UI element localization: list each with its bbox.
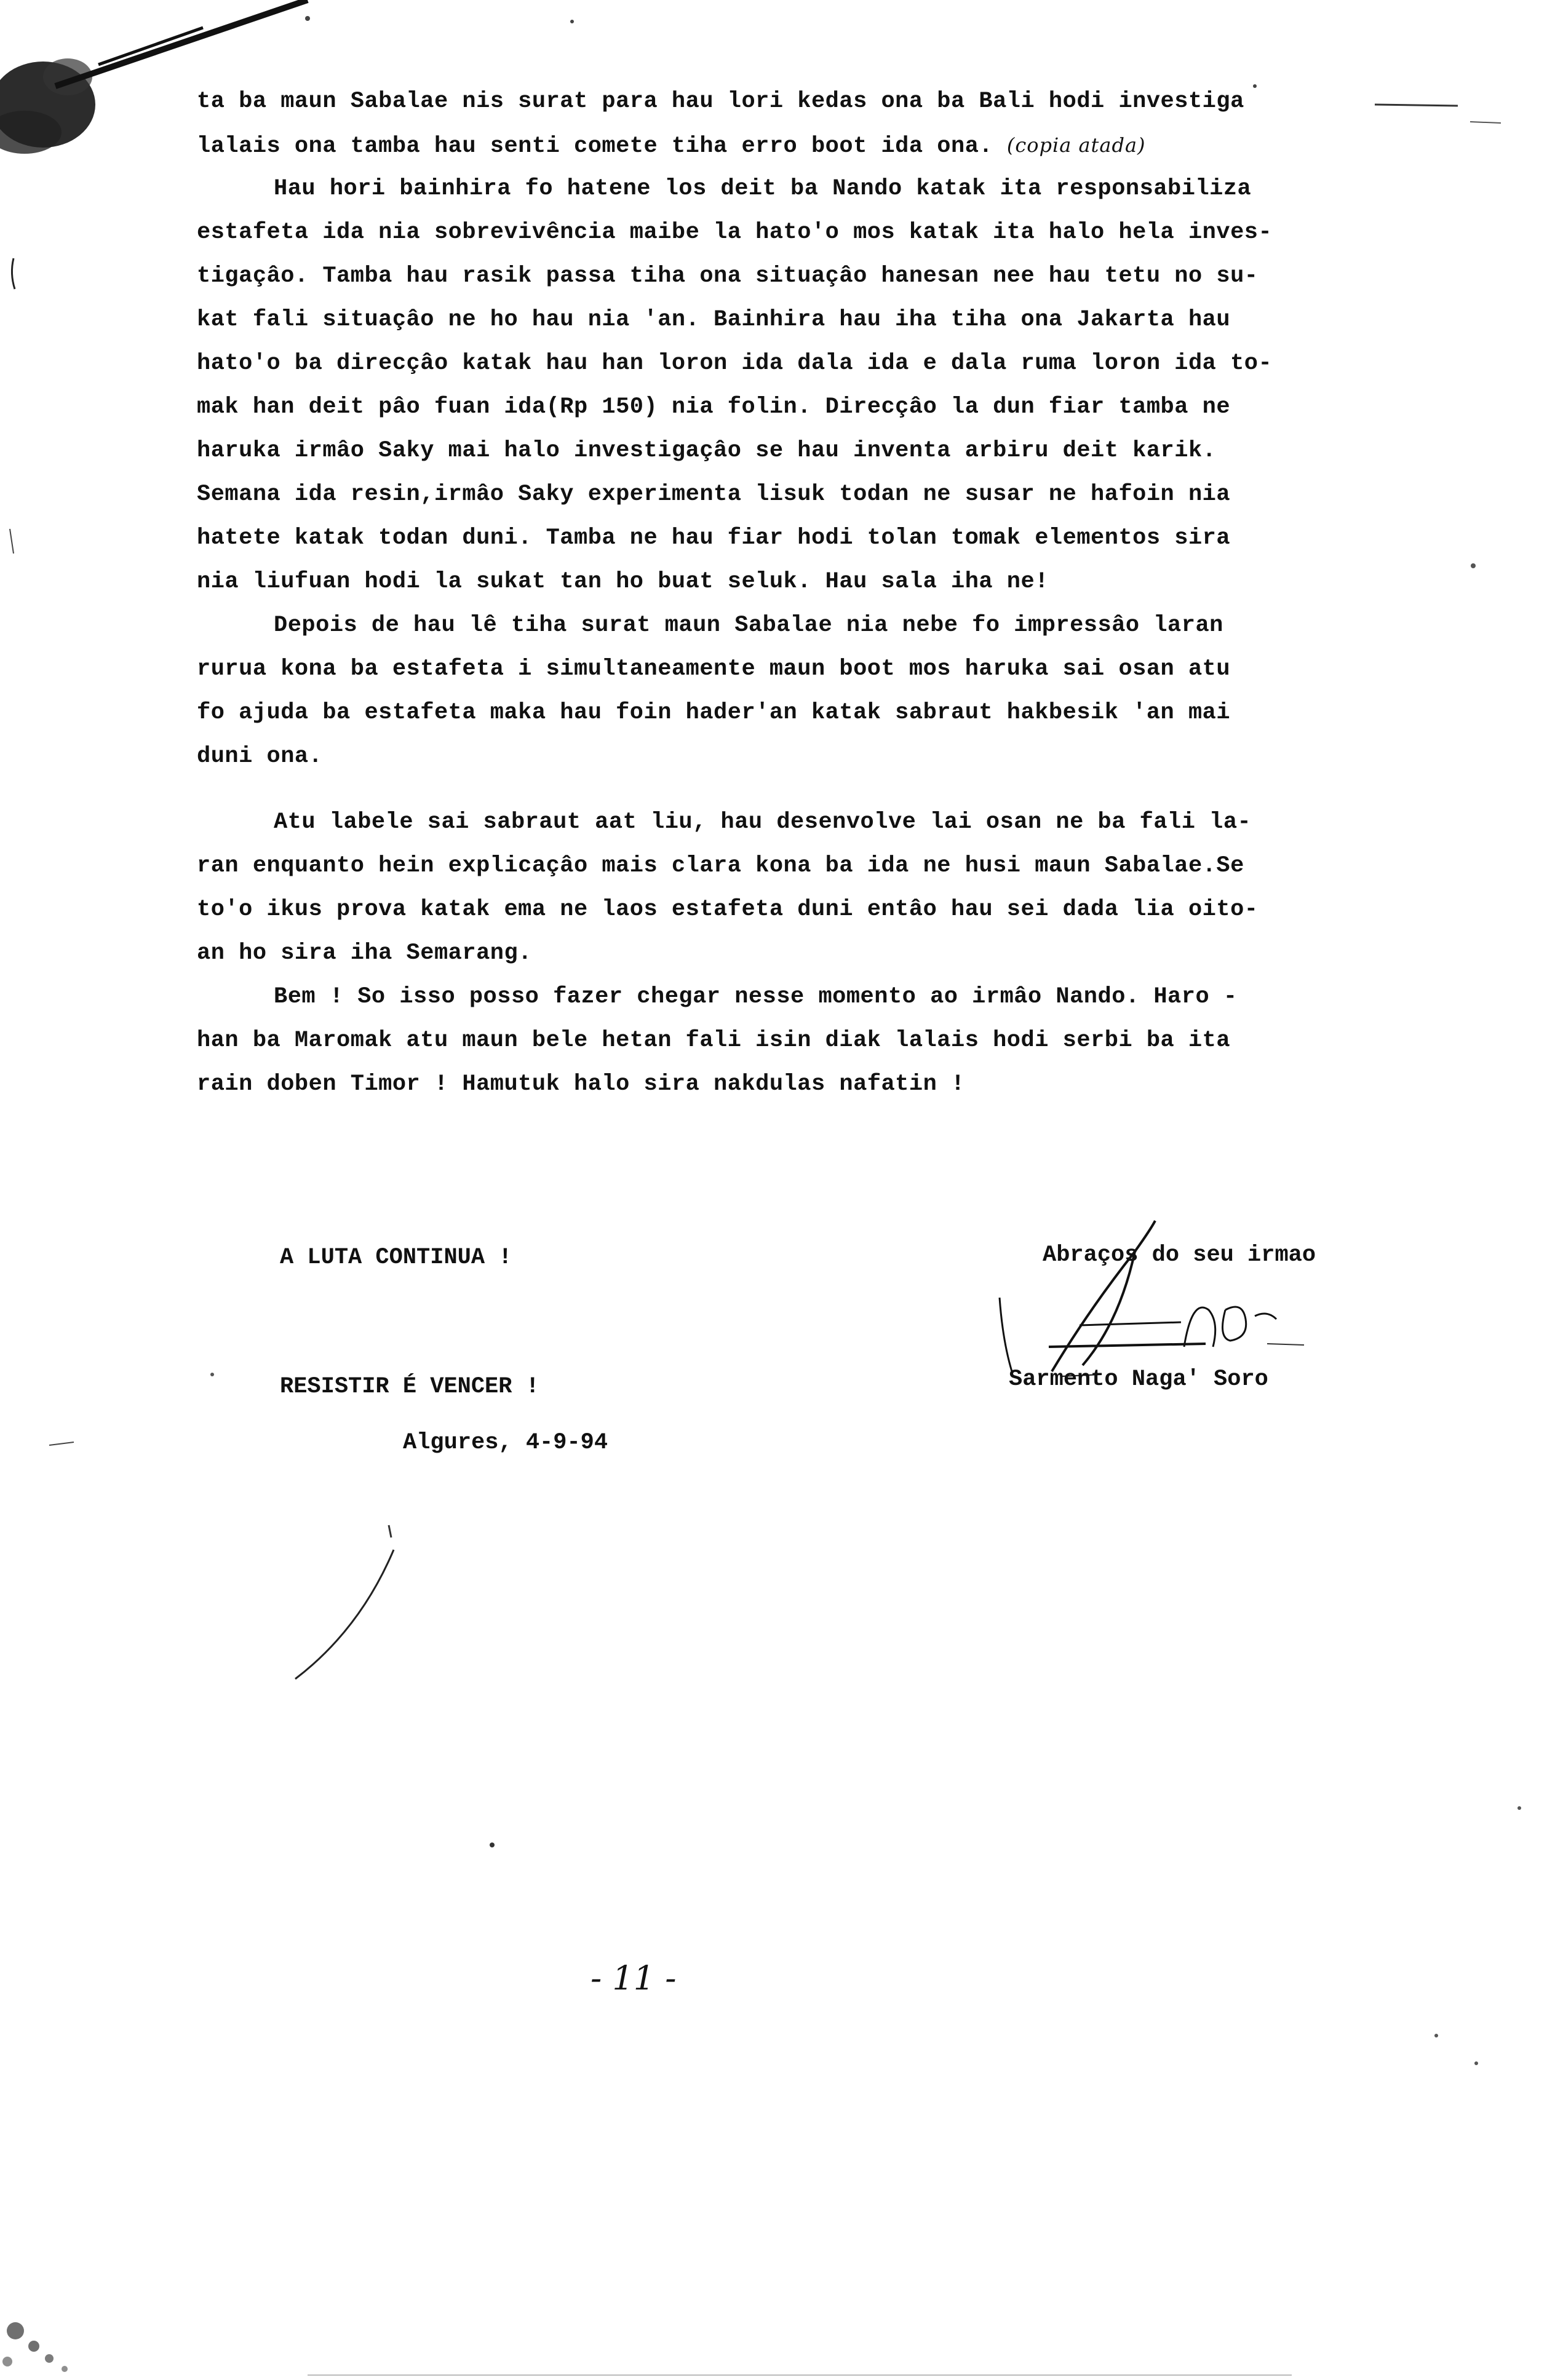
body-line: Hau hori bainhira fo hatene los deit ba Nando katak ita responsabiliza xyxy=(274,176,1252,202)
body-line: tigaçâo. Tamba hau rasik passa tiha ona situaçâo hanesan nee hau tetu no su- xyxy=(197,263,1259,289)
body-line: kat fali situaçâo ne ho hau nia 'an. Bainhira hau iha tiha ona Jakarta hau xyxy=(197,307,1231,333)
body-line: rurua kona ba estafeta i simultaneamente maun boot mos haruka sai osan atu xyxy=(197,656,1231,682)
slogan-line-1: A LUTA CONTINUA ! xyxy=(280,1245,512,1271)
body-line: Semana ida resin,irmâo Saky experimenta lisuk todan ne susar ne hafoin nia xyxy=(197,482,1231,507)
body-line: Depois de hau lê tiha surat maun Sabalae nia nebe fo impressâo laran xyxy=(274,613,1223,638)
place-and-date: Algures, 4-9-94 xyxy=(403,1430,608,1456)
sign-off: Abraços do seu irmao xyxy=(1043,1242,1316,1268)
body-line: ran enquanto hein explicaçâo mais clara kona ba ida ne husi maun Sabalae.Se xyxy=(197,853,1244,879)
body-line: nia liufuan hodi la sukat tan ho buat seluk. Hau sala iha ne! xyxy=(197,569,1049,595)
page-number: - 11 - xyxy=(591,1959,677,1997)
body-line: Atu labele sai sabraut aat liu, hau desenvolve lai osan ne ba fali la- xyxy=(274,809,1252,835)
letter-body xyxy=(197,80,1458,1106)
body-line: rain doben Timor ! Hamutuk halo sira nakdulas nafatin ! xyxy=(197,1071,965,1097)
body-line: an ho sira iha Semarang. xyxy=(197,940,532,966)
body-line: hato'o ba direcçâo katak hau han loron ida dala ida e dala ruma loron ida to- xyxy=(197,351,1273,376)
body-line: fo ajuda ba estafeta maka hau foin hader'an katak sabraut hakbesik 'an mai xyxy=(197,700,1231,726)
body-line: ta ba maun Sabalae nis surat para hau lori kedas ona ba Bali hodi investiga xyxy=(197,89,1244,114)
pen-stroke-mark xyxy=(295,1525,394,1679)
body-line: to'o ikus prova katak ema ne laos estafeta duni entâo hau sei dada lia oito- xyxy=(197,897,1259,922)
body-line: estafeta ida nia sobrevivência maibe la hato'o mos katak ita halo hela inves- xyxy=(197,220,1273,245)
body-line: lalais ona tamba hau senti comete tiha erro boot ida ona. (copia atada) xyxy=(197,133,1146,159)
body-line: Bem ! So isso posso fazer chegar nesse momento ao irmâo Nando. Haro - xyxy=(274,984,1238,1010)
bottom-left-smudge xyxy=(2,2322,68,2372)
body-line: duni ona. xyxy=(197,744,323,769)
paragraph-gap xyxy=(197,779,1458,801)
body-line: han ba Maromak atu maun bele hetan fali isin diak lalais hodi serbi ba ita xyxy=(197,1028,1231,1053)
body-line: mak han deit pâo fuan ida(Rp 150) nia folin. Direcçâo la dun fiar tamba ne xyxy=(197,394,1231,420)
signer-name: Sarmento Naga' Soro xyxy=(1009,1367,1268,1392)
handwritten-note: (copia atada) xyxy=(1006,133,1146,157)
body-line: hatete katak todan duni. Tamba ne hau fiar hodi tolan tomak elementos sira xyxy=(197,525,1231,551)
slogan-line-2: RESISTIR É VENCER ! xyxy=(280,1374,539,1400)
body-line: haruka irmâo Saky mai halo investigaçâo se hau inventa arbiru deit karik. xyxy=(197,438,1217,464)
